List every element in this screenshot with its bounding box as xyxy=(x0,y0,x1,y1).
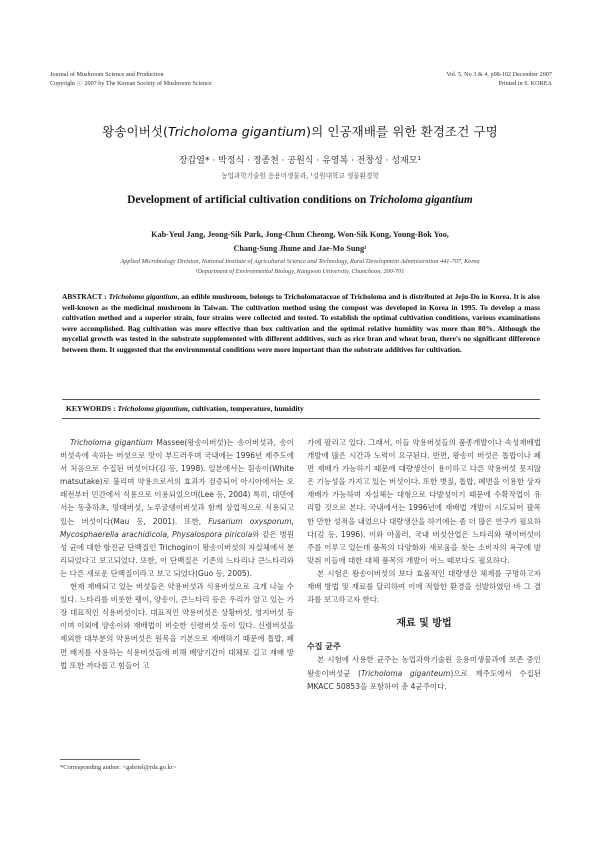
abstract-species: Tricholoma gigantium xyxy=(108,292,178,301)
intro-paragraph-4: 본 시험은 왕송이버섯의 보다 효율적인 대량생산 체계를 구명하고자 재배 방법 및 재료를 달리하여 이에 적합한 환경을 선발하였던 바 그 결과를 보고하고자 한다. xyxy=(307,568,541,605)
copyright-line: Copyright ⓒ 2007 by The Korean Society of Mushroom Science xyxy=(50,80,212,87)
english-authors-line1: Kab-Yeul Jang, Jeong-Sik Park, Jong-Chun Cheong, Won-Sik Kong, Young-Bok Yoo, xyxy=(151,230,449,239)
subsection-title-strains: 수집 균주 xyxy=(307,642,341,652)
korean-title-pre: 왕송이버섯( xyxy=(102,124,169,139)
english-title-species: Tricholoma gigantium xyxy=(369,194,473,206)
footnote-rule xyxy=(60,759,140,760)
intro-paragraph-1 xyxy=(60,436,294,580)
body-column-right xyxy=(307,436,541,693)
methods-text-pre: 본 시험에 사용한 균주는 농업과학기술원 응용미생물과에 보존 중인 왕송이버섯균 ( xyxy=(307,655,541,678)
korean-title-species: Tricholoma gigantium xyxy=(168,124,307,139)
volume-header xyxy=(446,70,552,88)
intro-pathogens: Fusarium oxysporum, Mycosphaerella arachidicola, Physalospora piricola xyxy=(60,516,294,539)
journal-name: Journal of Mushroom Science and Production xyxy=(50,71,164,78)
english-affiliation-1: Applied Microbiology Division, National Institute of Agricultural Science and Technology, Rural Development Administration 441-707, Korea xyxy=(120,258,480,265)
body-column-left xyxy=(60,436,294,672)
intro-text-2: 와 같은 병원성 균에 대한 항진균 단백질인 Trichogin이 왕송이버섯의 자실체에서 분리되었다고 보고되었다. 또한, 이 단백질은 기존의 느타리나 큰느타리와는 다른 새로운 단백질이라고 보고 되었다(Guo 등, 2005). xyxy=(60,529,294,578)
methods-species: Tricholoma giganteum xyxy=(361,668,451,678)
keywords-rest: , cultivation, temperature, humidity xyxy=(187,404,304,413)
keywords xyxy=(66,404,304,413)
methods-text-post: )으로 제주도에서 수집된 MKACC 50853을 포함하여 총 4균주이다. xyxy=(307,668,541,691)
keywords-label: KEYWORDS : xyxy=(66,404,118,413)
keywords-rule-bottom xyxy=(62,418,540,419)
korean-affiliation: 농업과학기술원 응용미생물과, ¹강원대학교 생물환경학 xyxy=(221,172,379,180)
intro-species: Tricholoma gigantium xyxy=(70,438,153,447)
methods-paragraph-1 xyxy=(307,653,541,692)
english-title-pre: Development of artificial cultivation conditions on xyxy=(127,194,370,206)
intro-text-1: Massee(왕송이버섯)는 송이버섯과, 송이버섯속에 속하는 버섯으로 맛이 부드러우며 국내에는 1996년 제주도에서 처음으로 수집된 버섯이다(김 등, 1998). 일본에서는 흰송이(White matsutake)로 불리며 약용으로서의 효과가 검증되어 아시아에서는 오래전부터 민간에서 식용으로 이용되었으며(Lee 등, 2004) 특히, 대만에서는 동충하초, 망태버섯, 노루궁뎅이버섯과 함께 상업적으로 식용되고 있는 버섯이다(Mau 등, 2001). 또한, xyxy=(60,438,294,526)
abstract-label: ABSTRACT : xyxy=(62,292,109,301)
english-affiliation-2: ¹Department of Environmental Biology, Kangwon University, Chuncheon, 200-701 xyxy=(195,268,405,275)
intro-paragraph-3: 가에 팔리고 있다. 그래서, 이들 약용버섯들의 품종개발이나 속성재배법 개발에 많은 시간과 노력이 요구된다. 반면, 왕송이 버섯은 톱밥이나 폐면 재배가 가능하기 때문에 대량생산이 용이하고 다른 약용버섯 못지않은 기능성을 가지고 있는 버섯이다. 또한 볏짚, 톱밥, 폐면을 이용한 상자재배가 가능하며 자실체는 대형으로 다발성이기 때문에 수확작업이 유리할 것으로 본다. 국내에서는 1996년에 재배법 개발이 시도되어 괄목한 만한 성적을 내었으나 대량생산을 하기에는 좀 더 많은 연구가 필요하다(김 등, 1996). 이와 아울러, 국내 버섯산업은 느타리와 팽이버섯이 주를 이루고 있는데 품목의 다양화와 새로움을 찾는 소비자의 욕구에 발맞춰 이들에 대한 대체 품목의 개발이 어느 때보다도 필요하다. xyxy=(307,438,541,565)
keywords-species: Tricholoma gigantium xyxy=(117,404,188,413)
abstract xyxy=(62,292,540,355)
intro-paragraph-2: 현재 재배되고 있는 버섯들은 약용버섯과 식용버섯으로 크게 나눌 수 있다. 느타리를 비롯한 팽이, 양송이, 큰느타리 등은 우리가 알고 있는 가장 대표적인 식용버섯이다. 대표적인 약용버섯은 상황버섯, 영지버섯 등이며 이외에 양송이와 재배법이 비슷한 신령버섯 등이 있다. 신령버섯을 제외한 대부분의 약용버섯은 원목을 기본으로 재배하기 때문에 톱밥, 폐면 배지를 사용하는 식용버섯들에 비해 배양기간이 대체로 길고 재배 방법 또한 까다롭고 힘들어 고 xyxy=(60,582,294,670)
section-title-methods: 재료 및 방법 xyxy=(396,618,452,630)
abstract-text: , an edible mushroom, belongs to Tricholomataceae of Tricholoma and is distributed at Jeju-Do in Korea. It is also well-known as the medicinal mushroom in Taiwan. The cultivation method using the compost was developed in Korea in 1995. To develop a mass cultivation method and a superior strain, four strains were collected and tested. To establish the optimal cultivation conditions, various examinations were accomplished. Bag cultivation was more effective than box cultivation and the optimal relative humidity was more than 80%. Although the mycelial growth was tested in the substrate supplemented with different additives, such as rice bran and wheat bran, there's no significant difference between them. It suggested that the environmental conditions were more important than the substrate additives for cultivation. xyxy=(62,292,540,354)
korean-authors: 장갑열* · 박정식 · 정종천 · 공원식 · 유영복 · 전창성 · 성재모¹ xyxy=(178,156,422,166)
english-authors-line2: Chang-Sung Jhune and Jae-Mo Sung¹ xyxy=(233,244,367,253)
keywords-rule-top xyxy=(62,399,540,400)
corresponding-author-footnote: *Corresponding author: <gabriel@rda.go.kr> xyxy=(60,764,177,771)
printed-in: Printed in S. KOREA xyxy=(498,80,552,87)
korean-title-post: )의 인공재배를 위한 환경조건 구명 xyxy=(306,124,498,139)
english-title xyxy=(0,194,600,206)
volume-info: Vol. 5, No 3 & 4, p98-102 December 2007 xyxy=(446,71,552,78)
korean-title xyxy=(0,122,600,140)
journal-header xyxy=(50,70,212,88)
